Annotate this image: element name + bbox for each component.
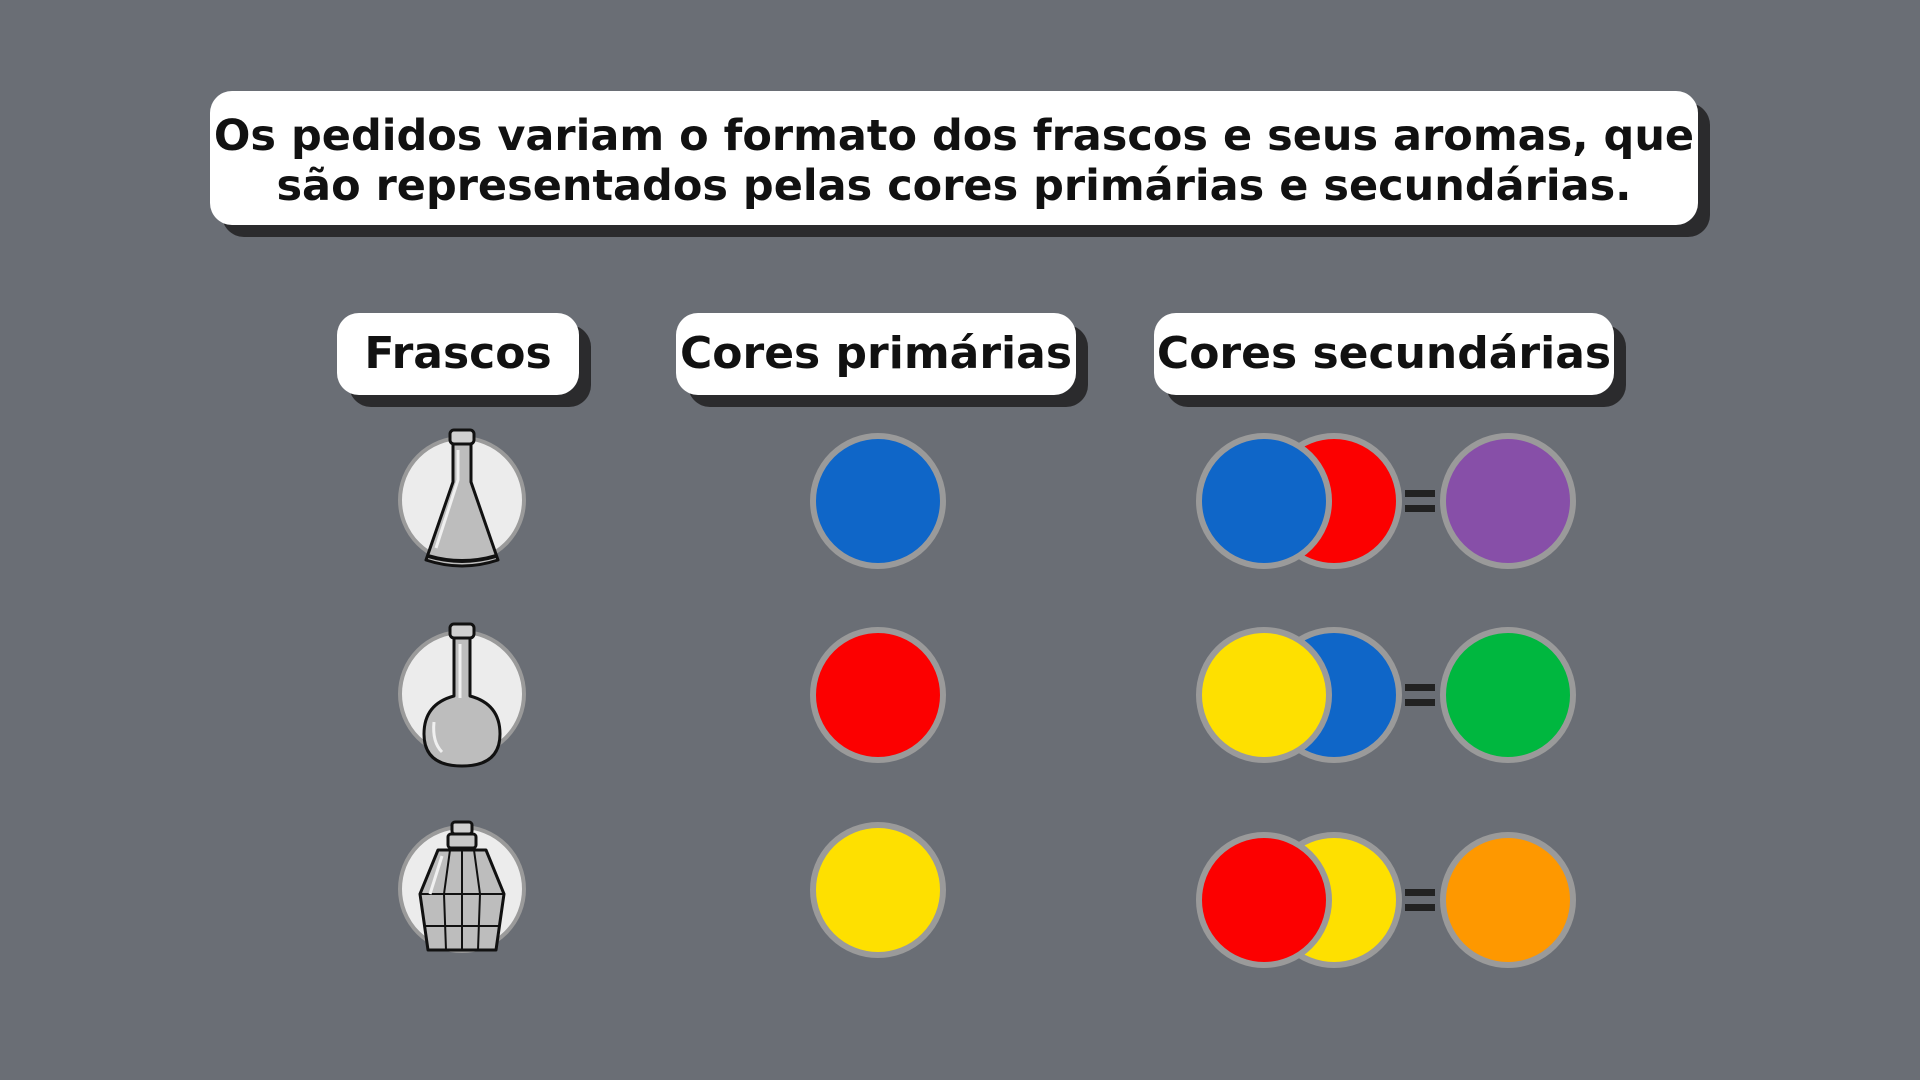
primary-color-red (810, 627, 946, 763)
primary-color-blue (810, 433, 946, 569)
instruction-text: Os pedidos variam o formato dos frascos e seus aromas, que são representados pelas cores primárias e secundárias. (213, 111, 1695, 211)
header-cores-primarias: Cores primárias (676, 313, 1076, 395)
header-frascos: Frascos (337, 313, 579, 395)
header-cores-secundarias: Cores secundárias (1154, 313, 1614, 395)
instruction-banner (210, 91, 1698, 225)
round-bottom-flask-icon (398, 612, 526, 772)
faceted-bottle-icon (398, 810, 526, 960)
mix-1-front-color (1196, 433, 1332, 569)
mix-3-result-color (1440, 832, 1576, 968)
mix-2-front-color (1196, 627, 1332, 763)
equals-sign (1405, 889, 1435, 911)
conical-flask-icon (398, 420, 526, 570)
equals-sign (1405, 490, 1435, 512)
mix-1-result-color (1440, 433, 1576, 569)
equals-sign (1405, 684, 1435, 706)
primary-color-yellow (810, 822, 946, 958)
mix-3-front-color (1196, 832, 1332, 968)
mix-2-result-color (1440, 627, 1576, 763)
